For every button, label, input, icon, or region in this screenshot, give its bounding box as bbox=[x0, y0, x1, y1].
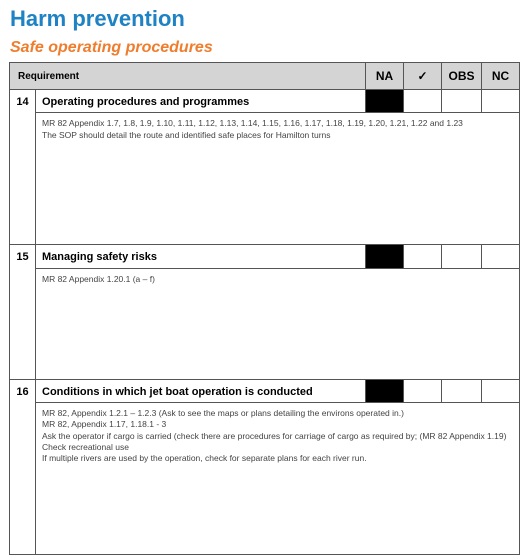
na-cell-blocked bbox=[366, 245, 404, 269]
na-cell-blocked bbox=[366, 90, 404, 113]
page-title: Harm prevention bbox=[10, 6, 185, 31]
page-subtitle: Safe operating procedures bbox=[10, 39, 213, 56]
header-nc: NC bbox=[482, 63, 520, 90]
table-row bbox=[10, 380, 520, 403]
table-row-details bbox=[10, 403, 520, 555]
table-header-row bbox=[10, 63, 520, 90]
row-title: Conditions in which jet boat operation is conducted bbox=[36, 380, 366, 403]
detail-line: If multiple rivers are used by the operation, check for separate plans for each river run. bbox=[42, 453, 367, 463]
nc-cell[interactable] bbox=[482, 245, 520, 269]
detail-line: Ask the operator if cargo is carried (check there are procedures for carriage of cargo as required by; (MR 82 Appendix 1.19) bbox=[42, 430, 507, 441]
nc-cell[interactable] bbox=[482, 380, 520, 403]
check-cell[interactable] bbox=[404, 245, 442, 269]
row-details bbox=[36, 113, 520, 245]
obs-cell[interactable] bbox=[442, 380, 482, 403]
detail-line: The SOP should detail the route and identified safe places for Hamilton turns bbox=[42, 129, 331, 140]
na-cell-blocked bbox=[366, 380, 404, 403]
requirements-table bbox=[9, 62, 520, 555]
check-cell[interactable] bbox=[404, 90, 442, 113]
obs-cell[interactable] bbox=[442, 245, 482, 269]
row-title: Operating procedures and programmes bbox=[36, 90, 366, 113]
header-check: ✓ bbox=[404, 63, 442, 90]
table-row-details bbox=[10, 113, 520, 245]
row-number: 15 bbox=[10, 245, 36, 380]
detail-line: MR 82, Appendix 1.17, 1.18.1 - 3 bbox=[42, 419, 167, 430]
row-details bbox=[36, 403, 520, 555]
header-requirement: Requirement bbox=[10, 63, 366, 90]
obs-cell[interactable] bbox=[442, 90, 482, 113]
detail-line: MR 82, Appendix 1.2.1 – 1.2.3 (Ask to see the maps or plans detailing the environs operated in.) bbox=[42, 408, 404, 419]
detail-line: MR 82 Appendix 1.7, 1.8, 1.9, 1.10, 1.11, 1.12, 1.13, 1.14, 1.15, 1.16, 1.17, 1.18, 1.19, 1.20, 1.21, 1.22 and 1.23 bbox=[42, 118, 463, 129]
detail-line: MR 82 Appendix 1.20.1 (a – f) bbox=[42, 273, 155, 284]
detail-line: Check recreational use bbox=[42, 441, 129, 452]
header-obs: OBS bbox=[442, 63, 482, 90]
table-row-details bbox=[10, 268, 520, 379]
header-na: NA bbox=[366, 63, 404, 90]
table-row bbox=[10, 90, 520, 113]
row-number: 14 bbox=[10, 90, 36, 245]
table-row bbox=[10, 245, 520, 269]
check-cell[interactable] bbox=[404, 380, 442, 403]
row-number: 16 bbox=[10, 380, 36, 555]
row-title: Managing safety risks bbox=[36, 245, 366, 269]
row-details bbox=[36, 268, 520, 379]
nc-cell[interactable] bbox=[482, 90, 520, 113]
